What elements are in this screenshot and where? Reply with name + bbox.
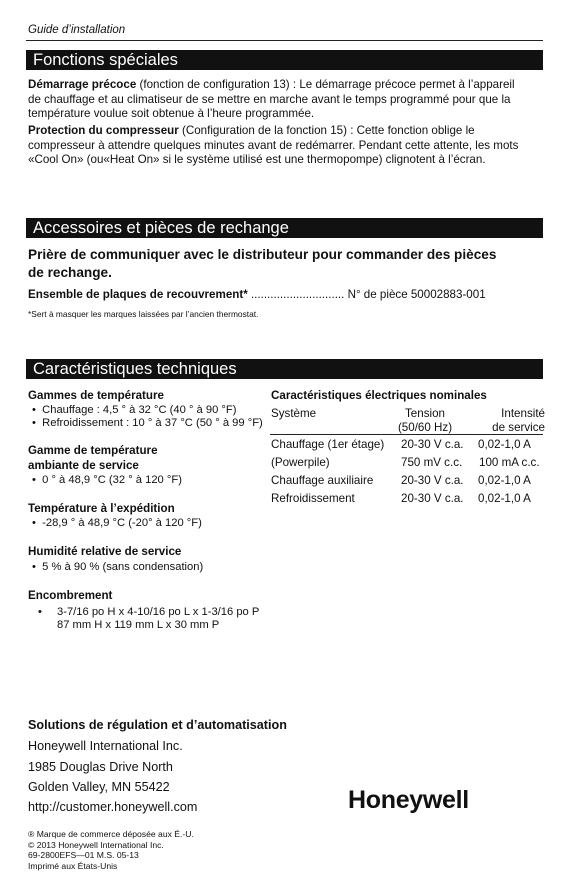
shipping-item: • -28,9 ° à 48,9 °C (-20° à 120 °F) — [32, 517, 202, 529]
company-city: Golden Valley, MN 55422 — [28, 780, 170, 794]
col-header-voltage — [385, 407, 465, 434]
ambient-item: • 0 ° à 48,9 °C (32 ° à 120 °F) — [32, 474, 182, 486]
cell-voltage: 20-30 V c.a. — [401, 474, 464, 487]
early-start-label: Démarrage précoce — [28, 78, 137, 91]
cell-system: (Powerpile) — [271, 456, 330, 469]
temp-range-heading: Gammes de température — [28, 389, 164, 402]
dimensions-metric: 87 mm H x 119 mm L x 30 mm P — [57, 619, 220, 632]
humidity-item: • 5 % à 90 % (sans condensation) — [32, 561, 204, 573]
compressor-text-1: (Configuration de la fonction 15) : Cette fonction oblige le — [178, 124, 475, 137]
accessories-notice — [28, 246, 540, 282]
cell-system: Chauffage (1er étage) — [271, 438, 385, 451]
guide-title: Guide d’installation — [28, 24, 126, 36]
early-start-paragraph — [28, 78, 540, 122]
cell-current: 100 mA c.c. — [479, 456, 540, 469]
section-bar-specifications: Caractéristiques techniques — [26, 359, 543, 379]
cell-current: 0,02-1,0 A — [478, 438, 531, 451]
cell-current: 0,02-1,0 A — [478, 474, 531, 487]
compressor-text-3: «Cool On» (ou«Heat On» si le système utilisé est une thermopompe) clignotent à l’écran. — [28, 153, 486, 167]
dimensions-values — [57, 606, 259, 633]
temp-heating: Chauffage : 4,5 ° à 32 °C (40 ° à 90 °F) — [42, 404, 237, 416]
cell-system: Chauffage auxiliaire — [271, 474, 374, 487]
cell-voltage: 750 mV c.c. — [401, 456, 463, 469]
honeywell-logo: Honeywell — [348, 786, 469, 814]
dimensions-heading: Encombrement — [28, 589, 113, 602]
ambient-value: 0 ° à 48,9 °C (32 ° à 120 °F) — [42, 474, 182, 486]
cell-voltage: 20-30 V c.a. — [401, 492, 464, 505]
cover-plate-dots: ............................. — [247, 288, 348, 301]
footer-printed: Imprimé aux États-Unis — [28, 860, 118, 871]
table-header-rule — [270, 434, 543, 435]
footer-doc-number: 69-2800EFS—01 M.S. 05-13 — [28, 850, 139, 861]
cell-voltage: 20-30 V c.a. — [401, 438, 464, 451]
electrical-heading: Caractéristiques électriques nominales — [271, 389, 487, 402]
table-row — [271, 490, 543, 508]
cell-system: Refroidissement — [271, 492, 355, 505]
cover-plate-part-number: N° de pièce 50002883-001 — [347, 288, 486, 301]
company-heading: Solutions de régulation et d’automatisation — [28, 718, 287, 732]
early-start-text-3: température voulue soit obtenue à l’heure programmée. — [28, 107, 315, 121]
temp-range-list — [32, 404, 263, 431]
early-start-text-2: de chauffage et au climatiseur de se mettre en marche avant le temps programmé pour que la — [28, 92, 511, 106]
table-row — [271, 436, 543, 454]
dimensions-bullet: • — [38, 606, 42, 618]
col-header-current — [470, 407, 545, 434]
col-header-system: Système — [271, 407, 317, 420]
ambient-heading — [28, 443, 158, 473]
col-header-current-1: Intensité — [501, 407, 545, 420]
compressor-protection-paragraph — [28, 124, 540, 168]
ambient-heading-line-1: Gamme de température — [28, 444, 158, 457]
company-street: 1985 Douglas Drive North — [28, 760, 173, 774]
col-header-voltage-2: (50/60 Hz) — [397, 420, 453, 434]
compressor-label: Protection du compresseur — [28, 124, 179, 137]
dimensions-imperial: 3-7/16 po H x 4-10/16 po L x 1-3/16 po P — [57, 606, 260, 618]
col-header-current-2: de service — [492, 420, 545, 434]
section-bar-accessories: Accessoires et pièces de rechange — [26, 218, 543, 238]
table-row — [271, 454, 543, 472]
cover-plate-line — [28, 288, 486, 301]
footer-trademark: ® Marque de commerce déposée aux É.-U. — [28, 829, 194, 839]
cell-current: 0,02-1,0 A — [478, 492, 531, 505]
header-rule — [26, 40, 543, 41]
footer-copyright: © 2013 Honeywell International Inc. — [28, 839, 164, 850]
footer-legal — [28, 829, 194, 871]
cover-plate-label: Ensemble de plaques de recouvrement* — [28, 288, 248, 301]
company-url[interactable]: http://customer.honeywell.com — [28, 800, 198, 814]
accessories-notice-line-2: de rechange. — [28, 265, 112, 280]
company-name: Honeywell International Inc. — [28, 739, 183, 753]
temp-cooling: Refroidissement : 10 ° à 37 °C (50 ° à 99 °F) — [42, 417, 263, 430]
cover-plate-footnote: *Sert à masquer les marques laissées par l’ancien thermostat. — [28, 309, 259, 319]
early-start-text-1: (fonction de configuration 13) : Le démarrage précoce permet à l’appareil — [136, 78, 515, 91]
compressor-text-2: compresseur à attendre quelques minutes avant de redémarrer. Pendant cette attente, les mots — [28, 138, 519, 152]
accessories-notice-line-1: Prière de communiquer avec le distributeur pour commander des pièces — [28, 247, 497, 262]
section-bar-special-functions: Fonctions spéciales — [26, 50, 543, 70]
list-item: • Chauffage : 4,5 ° à 32 °C (40 ° à 90 °F) — [32, 404, 237, 416]
shipping-value: -28,9 ° à 48,9 °C (-20° à 120 °F) — [42, 517, 202, 529]
humidity-value: 5 % à 90 % (sans condensation) — [42, 561, 204, 573]
humidity-heading: Humidité relative de service — [28, 545, 182, 558]
table-row — [271, 472, 543, 490]
shipping-heading: Température à l’expédition — [28, 502, 175, 515]
col-header-voltage-1: Tension — [405, 407, 445, 420]
electrical-table-body — [271, 436, 543, 508]
ambient-heading-line-2: ambiante de service — [28, 459, 139, 472]
list-item: • Refroidissement : 10 ° à 37 °C (50 ° à 99 °F) — [32, 417, 263, 430]
